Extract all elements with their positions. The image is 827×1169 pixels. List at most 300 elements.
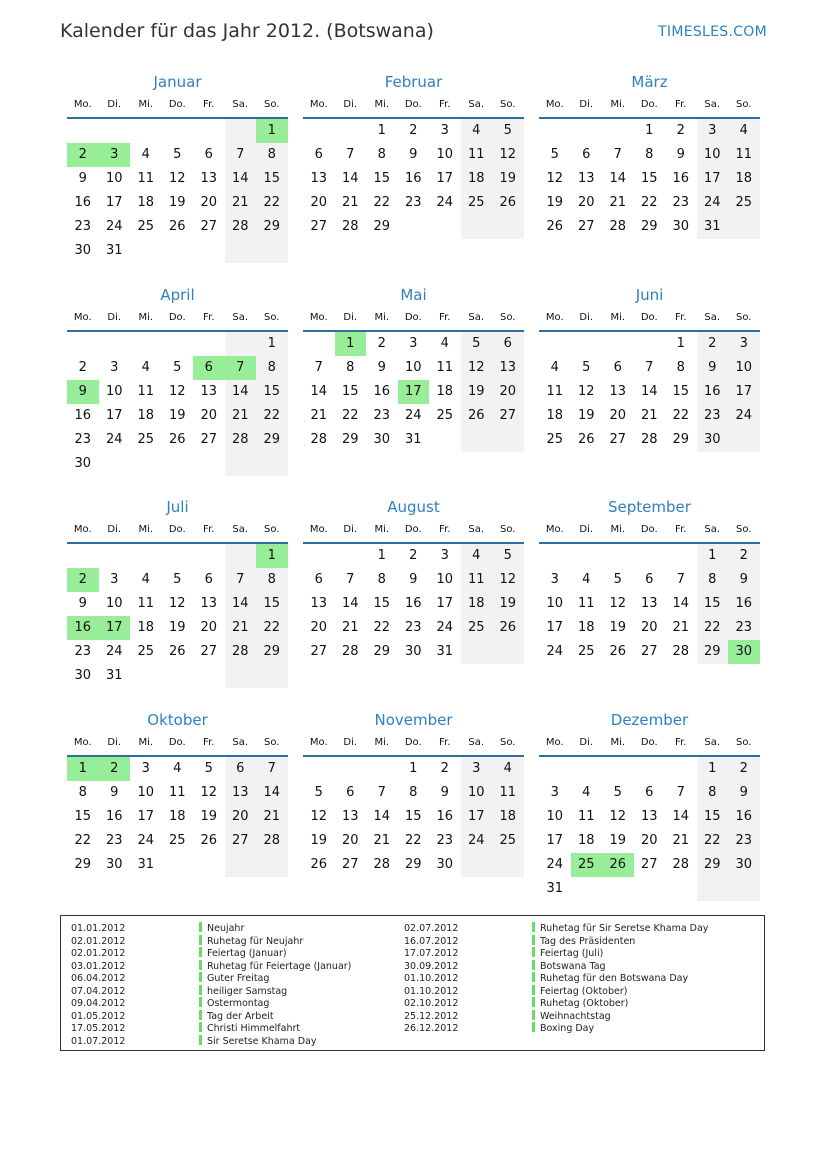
- day-cell: 17: [137, 809, 155, 824]
- day-cell: 11: [436, 360, 454, 375]
- day-cell: 25: [728, 191, 760, 215]
- day-cell: 12: [168, 596, 186, 611]
- day-cell: 21: [373, 833, 391, 848]
- day-cell: 12: [492, 143, 524, 167]
- day-cell: 28: [373, 857, 391, 872]
- day-cell: 30: [728, 640, 760, 664]
- empty-cell: [162, 332, 194, 356]
- day-cell: 7: [645, 360, 654, 375]
- day-cell: 24: [461, 829, 493, 853]
- day-cell: 29: [697, 853, 729, 877]
- day-cell: 16: [74, 195, 92, 210]
- month-januar: [67, 70, 288, 263]
- day-cell: 16: [404, 171, 422, 186]
- day-cell: 15: [697, 592, 729, 616]
- day-cell: 24: [105, 644, 123, 659]
- day-cell: 18: [461, 167, 493, 191]
- day-cell: 19: [168, 620, 186, 635]
- day-grid: [539, 119, 760, 239]
- weekday-label: So.: [264, 312, 280, 323]
- weekday-label: Di.: [579, 737, 594, 748]
- weekday-label: Mi.: [610, 524, 626, 535]
- day-cell: 14: [225, 380, 257, 404]
- day-cell: 8: [78, 785, 87, 800]
- day-cell: 13: [200, 171, 218, 186]
- day-cell: 25: [492, 829, 524, 853]
- day-cell: 2: [728, 544, 760, 568]
- empty-cell: [193, 664, 225, 688]
- day-cell: 2: [697, 332, 729, 356]
- day-grid: [67, 757, 288, 877]
- day-cell: 3: [440, 548, 449, 563]
- weekday-label: Di.: [343, 524, 358, 535]
- day-cell: 6: [204, 572, 213, 587]
- weekday-header: [303, 94, 524, 116]
- day-cell: 4: [173, 761, 182, 776]
- empty-cell: [256, 452, 288, 476]
- empty-cell: [492, 853, 524, 877]
- empty-cell: [130, 239, 162, 263]
- holiday-marker: [199, 1022, 202, 1032]
- month-name: Juni: [635, 286, 664, 304]
- day-cell: 6: [582, 147, 591, 162]
- empty-cell: [571, 877, 603, 901]
- day-cell: 21: [310, 408, 328, 423]
- weekday-label: Fr.: [439, 524, 451, 535]
- day-cell: 12: [609, 596, 627, 611]
- empty-cell: [99, 544, 131, 568]
- empty-cell: [99, 332, 131, 356]
- holiday-name: Feiertag (Oktober): [540, 985, 628, 997]
- day-cell: 29: [256, 215, 288, 239]
- weekday-label: Di.: [579, 312, 594, 323]
- month-august: [303, 495, 524, 664]
- day-cell: 9: [440, 785, 449, 800]
- empty-cell: [225, 664, 257, 688]
- day-cell: 15: [672, 384, 690, 399]
- weekday-header: [303, 732, 524, 754]
- day-cell: 19: [492, 167, 524, 191]
- holiday-date: 02.01.2012: [71, 948, 126, 959]
- day-cell: 24: [697, 191, 729, 215]
- empty-cell: [193, 452, 225, 476]
- day-cell: 9: [377, 360, 386, 375]
- day-cell: 14: [256, 781, 288, 805]
- weekday-label: Di.: [579, 524, 594, 535]
- empty-cell: [539, 757, 571, 781]
- holiday-marker: [199, 947, 202, 957]
- empty-cell: [602, 544, 634, 568]
- day-cell: 5: [582, 360, 591, 375]
- day-cell: 14: [341, 171, 359, 186]
- weekday-label: Di.: [343, 312, 358, 323]
- day-cell: 12: [546, 171, 564, 186]
- day-cell: 27: [225, 829, 257, 853]
- weekday-label: Do.: [404, 312, 422, 323]
- legend-row: [71, 947, 351, 960]
- empty-cell: [665, 757, 697, 781]
- day-cell: 9: [409, 572, 418, 587]
- day-cell: 30: [74, 243, 92, 258]
- legend-row: [71, 972, 351, 985]
- day-cell: 26: [492, 616, 524, 640]
- empty-cell: [602, 757, 634, 781]
- day-cell: 9: [78, 171, 87, 186]
- weekday-label: So.: [736, 99, 752, 110]
- day-cell: 1: [377, 548, 386, 563]
- empty-cell: [130, 664, 162, 688]
- weekday-label: So.: [500, 312, 516, 323]
- day-cell: 10: [105, 596, 123, 611]
- weekday-label: Mo.: [309, 524, 328, 535]
- weekday-header: [539, 732, 760, 754]
- empty-cell: [335, 544, 367, 568]
- day-cell: 4: [141, 360, 150, 375]
- empty-cell: [634, 544, 666, 568]
- day-cell: 26: [461, 404, 493, 428]
- day-cell: 17: [728, 380, 760, 404]
- day-cell: 10: [436, 147, 454, 162]
- day-cell: 30: [697, 428, 729, 452]
- day-cell: 6: [645, 572, 654, 587]
- holiday-date: 01.10.2012: [404, 985, 459, 997]
- day-cell: 17: [697, 167, 729, 191]
- day-cell: 13: [225, 781, 257, 805]
- day-cell: 27: [577, 219, 595, 234]
- day-cell: 12: [310, 809, 328, 824]
- day-cell: 8: [409, 785, 418, 800]
- empty-cell: [461, 428, 493, 452]
- day-cell: 4: [440, 336, 449, 351]
- day-cell: 5: [204, 761, 213, 776]
- empty-cell: [303, 544, 335, 568]
- empty-cell: [571, 757, 603, 781]
- day-cell: 23: [373, 408, 391, 423]
- day-cell: 21: [672, 620, 690, 635]
- empty-cell: [461, 853, 493, 877]
- day-cell: 24: [546, 644, 564, 659]
- weekday-label: Mo.: [309, 312, 328, 323]
- day-cell: 11: [137, 171, 155, 186]
- empty-cell: [665, 877, 697, 901]
- day-cell: 3: [440, 123, 449, 138]
- day-cell: 17: [436, 596, 454, 611]
- day-cell: 1: [676, 336, 685, 351]
- month-april: [67, 283, 288, 476]
- weekday-label: Do.: [404, 737, 422, 748]
- empty-cell: [634, 332, 666, 356]
- day-cell: 17: [546, 620, 564, 635]
- day-cell: 3: [550, 572, 559, 587]
- empty-cell: [539, 332, 571, 356]
- holiday-marker: [532, 960, 535, 970]
- day-cell: 20: [200, 195, 218, 210]
- empty-cell: [193, 239, 225, 263]
- empty-cell: [303, 757, 335, 781]
- empty-cell: [335, 119, 367, 143]
- weekday-label: So.: [264, 524, 280, 535]
- weekday-label: Sa.: [468, 312, 485, 323]
- brand-link[interactable]: TIMESLES.COM: [658, 24, 767, 40]
- day-cell: 28: [609, 219, 627, 234]
- day-cell: 18: [137, 408, 155, 423]
- day-cell: 22: [373, 195, 391, 210]
- day-cell: 22: [373, 620, 391, 635]
- weekday-label: Sa.: [468, 737, 485, 748]
- day-cell: 24: [404, 408, 422, 423]
- day-cell: 27: [310, 219, 328, 234]
- holiday-date: 25.12.2012: [404, 1010, 459, 1022]
- empty-cell: [99, 119, 131, 143]
- page-title: Kalender für das Jahr 2012. (Botswana): [60, 20, 434, 42]
- day-cell: 13: [200, 384, 218, 399]
- empty-cell: [130, 332, 162, 356]
- day-cell: 4: [550, 360, 559, 375]
- day-cell: 11: [492, 781, 524, 805]
- weekday-label: Di.: [343, 99, 358, 110]
- day-cell: 18: [168, 809, 186, 824]
- day-cell: 4: [492, 757, 524, 781]
- day-cell: 6: [346, 785, 355, 800]
- day-cell: 10: [137, 785, 155, 800]
- day-cell: 27: [200, 219, 218, 234]
- weekday-label: Mi.: [610, 312, 626, 323]
- weekday-header: [539, 519, 760, 541]
- day-cell: 29: [697, 640, 729, 664]
- empty-cell: [193, 119, 225, 143]
- day-cell: 2: [409, 123, 418, 138]
- day-cell: 19: [168, 408, 186, 423]
- weekday-label: Di.: [579, 99, 594, 110]
- day-cell: 16: [373, 384, 391, 399]
- day-cell: 14: [672, 809, 690, 824]
- day-cell: 29: [640, 219, 658, 234]
- empty-cell: [225, 119, 257, 143]
- day-cell: 31: [137, 857, 155, 872]
- holiday-name: Tag der Arbeit: [207, 1010, 274, 1022]
- day-cell: 26: [310, 857, 328, 872]
- day-cell: 3: [461, 757, 493, 781]
- day-cell: 29: [373, 644, 391, 659]
- month-oktober: [67, 708, 288, 877]
- day-cell: 11: [137, 384, 155, 399]
- day-cell: 6: [193, 356, 225, 380]
- weekday-label: Fr.: [439, 312, 451, 323]
- day-cell: 18: [436, 384, 454, 399]
- weekday-label: Fr.: [675, 737, 687, 748]
- weekday-label: Fr.: [203, 737, 215, 748]
- weekday-label: Mi.: [610, 99, 626, 110]
- day-cell: 21: [341, 195, 359, 210]
- day-cell: 3: [697, 119, 729, 143]
- holiday-name: Neujahr: [207, 923, 245, 934]
- day-cell: 20: [310, 195, 328, 210]
- day-cell: 27: [609, 432, 627, 447]
- day-cell: 19: [546, 195, 564, 210]
- day-cell: 22: [341, 408, 359, 423]
- weekday-label: So.: [736, 524, 752, 535]
- empty-cell: [225, 239, 257, 263]
- day-cell: 31: [105, 243, 123, 258]
- day-cell: 6: [492, 332, 524, 356]
- weekday-header: [303, 519, 524, 541]
- day-cell: 27: [492, 404, 524, 428]
- day-cell: 6: [613, 360, 622, 375]
- weekday-label: Mi.: [374, 312, 390, 323]
- day-cell: 5: [550, 147, 559, 162]
- day-cell: 1: [697, 757, 729, 781]
- day-cell: 20: [577, 195, 595, 210]
- day-cell: 22: [256, 404, 288, 428]
- weekday-label: Sa.: [704, 524, 721, 535]
- day-cell: 4: [141, 147, 150, 162]
- day-cell: 7: [346, 147, 355, 162]
- day-cell: 21: [225, 616, 257, 640]
- day-cell: 15: [256, 380, 288, 404]
- day-cell: 11: [137, 596, 155, 611]
- day-cell: 30: [105, 857, 123, 872]
- day-cell: 27: [200, 644, 218, 659]
- day-cell: 7: [676, 572, 685, 587]
- day-cell: 25: [571, 853, 603, 877]
- month-februar: [303, 70, 524, 239]
- day-cell: 23: [728, 829, 760, 853]
- day-cell: 18: [137, 195, 155, 210]
- day-cell: 29: [256, 428, 288, 452]
- day-cell: 30: [404, 644, 422, 659]
- day-cell: 8: [346, 360, 355, 375]
- weekday-label: Do.: [168, 99, 186, 110]
- day-cell: 28: [640, 432, 658, 447]
- day-cell: 29: [373, 219, 391, 234]
- holiday-date: 30.09.2012: [404, 960, 459, 972]
- month-name: Mai: [400, 286, 427, 304]
- day-cell: 18: [728, 167, 760, 191]
- day-cell: 15: [341, 384, 359, 399]
- day-cell: 24: [546, 857, 564, 872]
- day-cell: 11: [461, 568, 493, 592]
- empty-cell: [193, 332, 225, 356]
- weekday-label: Fr.: [439, 737, 451, 748]
- day-cell: 11: [461, 143, 493, 167]
- day-cell: 13: [609, 384, 627, 399]
- day-cell: 10: [105, 171, 123, 186]
- weekday-label: Di.: [107, 737, 122, 748]
- day-cell: 17: [105, 195, 123, 210]
- empty-cell: [256, 239, 288, 263]
- day-cell: 10: [105, 384, 123, 399]
- holiday-name: Guter Freitag: [207, 973, 270, 984]
- holiday-name: Feiertag (Januar): [207, 948, 287, 959]
- empty-cell: [193, 544, 225, 568]
- day-cell: 10: [436, 572, 454, 587]
- day-cell: 10: [461, 781, 493, 805]
- empty-cell: [366, 757, 398, 781]
- day-cell: 23: [105, 833, 123, 848]
- empty-cell: [602, 119, 634, 143]
- month-märz: [539, 70, 760, 239]
- weekday-label: So.: [736, 737, 752, 748]
- weekday-label: Sa.: [704, 99, 721, 110]
- legend-row: [404, 1022, 708, 1035]
- day-cell: 28: [310, 432, 328, 447]
- day-cell: 31: [105, 668, 123, 683]
- day-cell: 5: [314, 785, 323, 800]
- day-cell: 13: [640, 596, 658, 611]
- empty-cell: [335, 757, 367, 781]
- empty-cell: [539, 544, 571, 568]
- weekday-label: Mo.: [545, 312, 564, 323]
- day-cell: 10: [404, 360, 422, 375]
- day-cell: 12: [609, 809, 627, 824]
- weekday-label: Sa.: [704, 737, 721, 748]
- legend-row: [404, 947, 708, 960]
- day-cell: 26: [168, 432, 186, 447]
- holiday-name: Ruhetag (Oktober): [540, 998, 629, 1009]
- day-cell: 17: [436, 171, 454, 186]
- day-cell: 3: [550, 785, 559, 800]
- legend-row: [71, 922, 351, 935]
- day-cell: 4: [582, 785, 591, 800]
- legend-row: [404, 935, 708, 948]
- legend-row: [404, 972, 708, 985]
- day-cell: 6: [204, 147, 213, 162]
- weekday-label: Mo.: [309, 737, 328, 748]
- day-cell: 1: [67, 757, 99, 781]
- day-cell: 19: [609, 620, 627, 635]
- empty-cell: [492, 215, 524, 239]
- day-cell: 6: [225, 757, 257, 781]
- day-cell: 21: [225, 404, 257, 428]
- day-cell: 11: [577, 596, 595, 611]
- legend-row: [71, 985, 351, 998]
- day-cell: 11: [168, 785, 186, 800]
- empty-cell: [162, 853, 194, 877]
- holiday-name: Ruhetag für Sir Seretse Khama Day: [540, 923, 709, 934]
- month-september: [539, 495, 760, 664]
- day-cell: 19: [168, 195, 186, 210]
- day-cell: 27: [310, 644, 328, 659]
- day-cell: 8: [256, 356, 288, 380]
- day-grid: [303, 544, 524, 664]
- day-cell: 25: [168, 833, 186, 848]
- legend-row: [71, 997, 351, 1010]
- holiday-name: Ruhetag für Neujahr: [207, 935, 304, 947]
- day-cell: 27: [341, 857, 359, 872]
- day-cell: 4: [461, 119, 493, 143]
- day-cell: 28: [341, 644, 359, 659]
- empty-cell: [634, 877, 666, 901]
- weekday-label: So.: [500, 524, 516, 535]
- day-cell: 26: [200, 833, 218, 848]
- day-cell: 30: [436, 857, 454, 872]
- day-cell: 14: [310, 384, 328, 399]
- day-cell: 24: [728, 404, 760, 428]
- day-cell: 9: [697, 356, 729, 380]
- holiday-date: 16.07.2012: [404, 935, 459, 947]
- day-cell: 21: [609, 195, 627, 210]
- day-cell: 4: [141, 572, 150, 587]
- empty-cell: [461, 215, 493, 239]
- day-cell: 31: [697, 215, 729, 239]
- empty-cell: [67, 119, 99, 143]
- holiday-name: heiliger Samstag: [207, 985, 288, 997]
- day-cell: 13: [200, 596, 218, 611]
- holiday-date: 01.07.2012: [71, 1035, 126, 1047]
- day-cell: 8: [676, 360, 685, 375]
- empty-cell: [256, 853, 288, 877]
- day-cell: 12: [461, 356, 493, 380]
